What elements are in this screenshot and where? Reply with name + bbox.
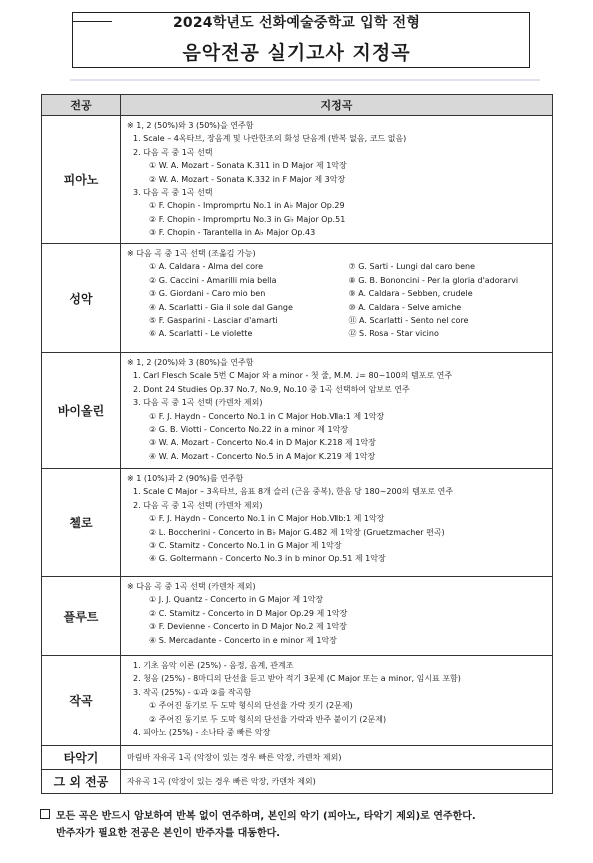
list-item: ⑦ G. Sarti - Lungi dal caro bene xyxy=(348,262,475,272)
piece-line: ※ 1, 2 (20%)와 3 (80%)을 연주함 xyxy=(127,358,254,367)
piece-line: ② W. A. Mozart - Sonata K.332 in F Major 제 3악장 xyxy=(149,174,346,184)
piece-line: ② L. Boccherini - Concerto in B♭ Major G.482 제 1악장 (Gruetzmacher 편곡) xyxy=(149,527,445,537)
pieces-flute xyxy=(121,577,552,649)
piece-line: 3. 작곡 (25%) - ①과 ②를 작곡함 xyxy=(133,687,252,697)
piece-line: ① 주어진 동기로 두 도막 형식의 단선율 가락 짓기 (2문제) xyxy=(149,701,353,711)
list-item: ⑧ G. B. Bononcini - Per la gloria d'adorarvi xyxy=(348,275,519,285)
piece-line: ④ G. Goltermann - Concerto No.3 in b minor Op.51 제 1악장 xyxy=(149,554,386,564)
piece-line: ① W. A. Mozart - Sonata K.311 in D Major 제 1악장 xyxy=(149,161,347,171)
pieces-piano xyxy=(121,116,552,242)
pieces-cello xyxy=(121,469,552,568)
piece-line: ※ 다음 곡 중 1곡 선택 (카덴차 제외) xyxy=(127,582,256,591)
col-header-pieces: 지정곡 xyxy=(121,95,553,116)
piece-line: 2. 다음 곡 중 1곡 선택 (카덴차 제외) xyxy=(133,500,263,510)
piece-line: ② G. B. Viotti - Concerto No.22 in a minor 제 1악장 xyxy=(149,425,349,435)
piece-line: 3. 다음 곡 중 1곡 선택 xyxy=(133,188,213,198)
row-flute xyxy=(42,577,553,656)
footnote-line-1: 모든 곡은 반드시 암보하여 반복 없이 연주하며, 본인의 악기 (피아노, 타악기 제외)로 연주한다. xyxy=(56,811,476,822)
list-item: ⑩ A. Caldara - Selve amiche xyxy=(348,302,462,312)
piece-line: ① J. J. Quantz - Concerto in G Major 제 1악장 xyxy=(149,595,324,605)
list-item: ⑨ A. Caldara - Sebben, crudele xyxy=(348,289,473,299)
piece-line: ④ S. Mercadante - Concerto in e minor 제 1악장 xyxy=(149,635,337,645)
piece-line: ① F. Chopin - Impromprtu No.1 in A♭ Major Op.29 xyxy=(149,201,345,211)
pieces-composition xyxy=(121,656,552,741)
piece-line: 1. Scale – 4옥타브, 장음계 및 나란한조의 화성 단음계 (반복 없음, 코드 없음) xyxy=(133,134,407,144)
piece-line: ③ C. Stamitz - Concerto No.1 in G Major 제 1악장 xyxy=(149,541,342,551)
piece-line: ④ W. A. Mozart - Concerto No.5 in A Major K.219 제 1악장 xyxy=(149,451,376,461)
header-underline xyxy=(70,79,540,81)
row-composition xyxy=(42,656,553,746)
piece-line: 1. Scale C Major – 3옥타브, 음표 8개 슬러 (근음 중복), 한음 당 180~200의 템포로 연주 xyxy=(133,487,454,497)
repertoire-table xyxy=(41,94,553,794)
piece-line: ① F. J. Haydn - Concerto No.1 in C Major Hob.Ⅶb:1 제 1악장 xyxy=(149,514,385,524)
subject-piano: 피아노 xyxy=(42,116,121,244)
subject-other: 그 외 전공 xyxy=(42,770,121,794)
page-title: 음악전공 실기고사 지정곡 xyxy=(182,42,411,64)
piece-line: 2. 다음 곡 중 1곡 선택 xyxy=(133,147,213,157)
footnote xyxy=(40,808,560,842)
piece-line: ② C. Stamitz - Concerto in D Major Op.29 제 1악장 xyxy=(149,608,348,618)
piece-line: 자유곡 1곡 (악장이 있는 경우 빠른 악장, 카덴차 제외) xyxy=(127,777,316,786)
row-other xyxy=(42,770,553,794)
pieces-percussion xyxy=(121,746,552,766)
subject-cello: 첼로 xyxy=(42,469,121,577)
list-item: ⑥ A. Scarlatti - Le violette xyxy=(149,329,253,339)
list-item: ③ G. Giordani - Caro mio ben xyxy=(149,289,266,299)
row-violin xyxy=(42,353,553,469)
pieces-voice xyxy=(121,244,552,343)
subject-composition: 작곡 xyxy=(42,656,121,746)
pieces-other xyxy=(121,770,552,790)
subject-violin: 바이올린 xyxy=(42,353,121,469)
list-item: ⑤ F. Gasparini - Lasciar d'amarti xyxy=(149,316,278,326)
piece-line: 4. 피아노 (25%) - 소나타 중 빠른 악장 xyxy=(133,728,271,738)
pieces-violin xyxy=(121,353,552,465)
subject-flute: 플루트 xyxy=(42,577,121,656)
list-item: ② G. Caccini - Amarilli mia bella xyxy=(149,275,277,285)
table-header-row xyxy=(42,95,553,116)
piece-line: 1. 기초 음악 이론 (25%) - 음정, 음계, 관계조 xyxy=(133,661,294,670)
piece-line: ③ F. Devienne - Concerto in D Major No.2 제 1악장 xyxy=(149,622,347,632)
piece-line: 마림바 자유곡 1곡 (악장이 있는 경우 빠른 악장, 카덴차 제외) xyxy=(127,753,342,762)
piece-line: ③ F. Chopin - Tarantella in A♭ Major Op.43 xyxy=(149,228,316,238)
col-header-major: 전공 xyxy=(42,95,121,116)
list-item: ① A. Caldara - Alma del core xyxy=(149,262,264,272)
footnote-line-2: 반주자가 필요한 전공은 본인이 반주자를 대동한다. xyxy=(56,828,281,839)
piece-line: ② 주어진 동기로 두 도막 형식의 단선율 가락과 반주 붙이기 (2문제) xyxy=(149,714,387,724)
piece-line: 3. 다음 곡 중 1곡 선택 (카덴차 제외) xyxy=(133,398,263,408)
voice-intro: ※ 다음 곡 중 1곡 선택 (조옮김 가능) xyxy=(127,249,256,258)
header-subtitle: 2024학년도 선화예술중학교 입학 전형 xyxy=(0,12,593,32)
row-percussion xyxy=(42,746,553,770)
piece-line: ③ W. A. Mozart - Concerto No.4 in D Major K.218 제 1악장 xyxy=(149,438,376,448)
row-voice xyxy=(42,244,553,353)
voice-list-left xyxy=(127,260,349,340)
row-piano xyxy=(42,116,553,244)
row-cello xyxy=(42,469,553,577)
list-item: ⑫ S. Rosa - Star vicino xyxy=(348,329,439,339)
piece-line: ※ 1, 2 (50%)와 3 (50%)을 연주함 xyxy=(127,121,254,130)
checkbox-square-icon xyxy=(40,809,50,819)
subject-voice: 성악 xyxy=(42,244,121,353)
piece-line: ※ 1 (10%)과 2 (90%)를 연주함 xyxy=(127,474,244,483)
list-item: ⑪ A. Scarlatti - Sento nel core xyxy=(348,316,469,326)
list-item: ④ A. Scarlatti - Gia il sole dal Gange xyxy=(149,302,293,312)
piece-line: ② F. Chopin - Impromprtu No.3 in G♭ Major Op.51 xyxy=(149,214,346,224)
voice-list-right xyxy=(349,260,549,340)
piece-line: 1. Carl Flesch Scale 5번 C Major 와 a minor - 첫 줄, M.M. ♩= 80~100의 템포로 연주 xyxy=(133,371,453,381)
piece-line: ① F. J. Haydn - Concerto No.1 in C Major Hob.Ⅶa:1 제 1악장 xyxy=(149,411,385,421)
subject-percussion: 타악기 xyxy=(42,746,121,770)
piece-line: 2. Dont 24 Studies Op.37 No.7, No.9, No.10 중 1곡 선택하여 암보로 연주 xyxy=(133,384,410,394)
piece-line: 2. 청음 (25%) - 8마디의 단선율 듣고 받아 적기 3문제 (C Major 또는 a minor, 임시표 포함) xyxy=(133,674,461,684)
